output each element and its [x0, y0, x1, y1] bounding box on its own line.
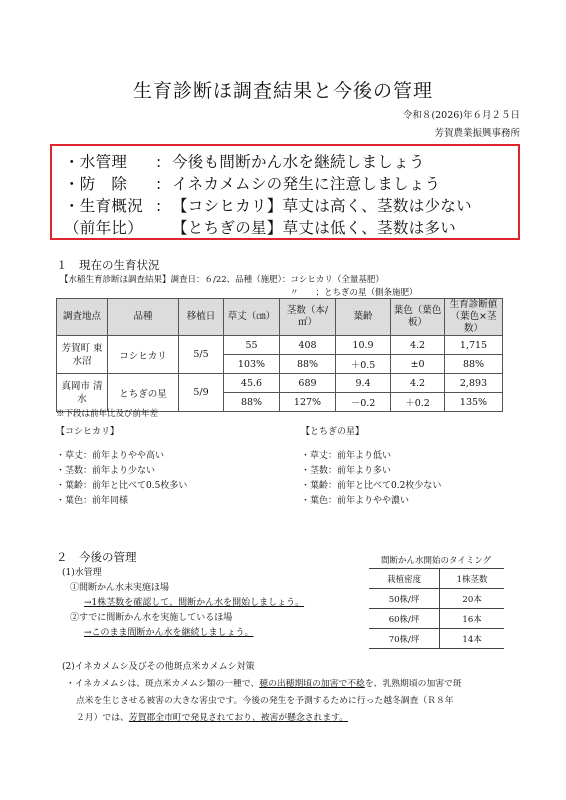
- list-item: ・茎数：前年より少ない: [56, 466, 156, 476]
- stinkbug-paragraph: [66, 676, 516, 727]
- row2-leaf-age-diff: －0.2: [336, 393, 391, 412]
- stinkbug-subheading: (2)イネカメムシ及びその他斑点米カメムシ対策: [62, 662, 255, 672]
- list-item: ①間断かん水未実施ほ場: [70, 583, 170, 593]
- summary-pest: ・防 除 : イネカメムシの発生に注意しましょう: [64, 175, 441, 193]
- row2-leaf-color-diff: ＋0.2: [391, 393, 445, 412]
- timing-density: 70株/坪: [369, 629, 440, 649]
- summary-box: [50, 144, 520, 240]
- row2-date: 5/9: [179, 374, 224, 412]
- growth-table: [56, 298, 503, 412]
- water-action-1: →1株茎数を確認して、間断かん水を開始しましょう。: [84, 598, 305, 608]
- survey-note-2: 〃 ；とちぎの星（側条施肥）: [290, 288, 418, 298]
- para-text: ２月）では、: [76, 713, 129, 723]
- row1-diagnosis-ratio: 88%: [445, 355, 503, 374]
- list-item: ・葉色：前年よりやや濃い: [301, 496, 410, 506]
- col-height: 草丈（㎝）: [224, 299, 280, 336]
- table-header-row: [369, 569, 504, 589]
- row1-height: 55: [224, 336, 280, 355]
- summary-water: ・水管理 : 今後も間断かん水を継続しましょう: [64, 153, 425, 171]
- table-row: [57, 336, 503, 355]
- page-title: 生育診断ほ調査結果と今後の管理: [132, 80, 433, 102]
- timing-table: [369, 568, 504, 649]
- table-row: [369, 609, 504, 629]
- row1-leaf-color: 4.2: [391, 336, 445, 355]
- koshihikari-title: 【コシヒカリ】: [56, 427, 120, 437]
- row1-leaf-age: 10.9: [336, 336, 391, 355]
- row1-date: 5/5: [179, 336, 224, 374]
- list-item: ・茎数：前年より多い: [301, 466, 392, 476]
- timing-col-stems: 1株茎数: [440, 569, 504, 589]
- table-row: [369, 589, 504, 609]
- row2-stems-ratio: 127%: [280, 393, 336, 412]
- col-diagnosis: 生育診断値（葉色×茎数）: [445, 299, 503, 336]
- table-footnote: ※下段は前年比及び前年差: [56, 409, 159, 419]
- para-text: を、乳熟期頃の加害で斑: [364, 679, 462, 689]
- timing-density: 60株/坪: [369, 609, 440, 629]
- timing-density: 50株/坪: [369, 589, 440, 609]
- col-leaf-color: 葉色（葉色板）: [391, 299, 445, 336]
- list-item: ・葉色：前年同様: [56, 496, 129, 506]
- row2-leaf-age: 9.4: [336, 374, 391, 393]
- water-management: [62, 566, 304, 641]
- col-date: 移植日: [179, 299, 224, 336]
- timing-table-title: 間断かん水開始のタイミング: [381, 556, 492, 566]
- timing-stems: 14本: [440, 629, 504, 649]
- list-item: ・草丈：前年よりやや高い: [56, 451, 165, 461]
- row1-stems-ratio: 88%: [280, 355, 336, 374]
- row2-height-ratio: 88%: [224, 393, 280, 412]
- water-subheading: (1)水管理: [62, 568, 102, 578]
- col-stems: 茎数（本/㎡）: [280, 299, 336, 336]
- para-text: ・イネカメムシは、斑点米カメムシ類の一種で、: [66, 679, 260, 689]
- row1-variety: コシヒカリ: [108, 336, 179, 374]
- row2-diagnosis-ratio: 135%: [445, 393, 503, 412]
- issue-date: 令和８(2026)年６月２５日: [402, 110, 520, 121]
- issuing-office: 芳賀農業振興事務所: [434, 128, 520, 139]
- row2-stems: 689: [280, 374, 336, 393]
- timing-stems: 20本: [440, 589, 504, 609]
- para-highlight: 芳賀郡全市町で発見されており、被害が懸念されます。: [128, 713, 349, 723]
- tochiginohoshi-title: 【とちぎの星】: [301, 427, 365, 437]
- row1-leaf-color-diff: ±0: [391, 355, 445, 374]
- para-text: 点米を生じさせる被害の大きな害虫です。今後の発生を予測するために行った越冬調査（Ｒ８年: [76, 696, 454, 706]
- survey-note: 【水稲生育診断ほ調査結果】調査日：６/22、品種（施肥）：コシヒカリ（全量基肥）: [60, 275, 384, 285]
- row2-site: 真岡市 清水: [57, 374, 108, 412]
- list-item: ・葉齢：前年と比べて0.2枚少ない: [301, 481, 442, 491]
- table-header-row: [57, 299, 503, 336]
- list-item: ・草丈：前年より低い: [301, 451, 392, 461]
- timing-stems: 16本: [440, 609, 504, 629]
- row2-variety: とちぎの星: [108, 374, 179, 412]
- col-site: 調査地点: [57, 299, 108, 336]
- table-row: [369, 629, 504, 649]
- summary-growth: ・生育概況 : 【コシヒカリ】草丈は高く、茎数は少ない: [64, 197, 472, 215]
- summary-growth-2: （前年比） 【とちぎの星】草丈は低く、茎数は多い: [64, 219, 457, 237]
- col-leaf-age: 葉齢: [336, 299, 391, 336]
- row1-leaf-age-diff: ＋0.5: [336, 355, 391, 374]
- col-variety: 品種: [108, 299, 179, 336]
- row2-diagnosis: 2,893: [445, 374, 503, 393]
- tochiginohoshi-summary: [301, 425, 441, 509]
- row1-diagnosis: 1,715: [445, 336, 503, 355]
- koshihikari-summary: [56, 425, 187, 509]
- para-highlight: 穂の出穂期頃の加害で不稔: [259, 679, 365, 689]
- row2-leaf-color: 4.2: [391, 374, 445, 393]
- list-item: ・葉齢：前年と比べて0.5枚多い: [56, 481, 188, 491]
- table-row: [57, 374, 503, 393]
- row1-stems: 408: [280, 336, 336, 355]
- timing-col-density: 栽植密度: [369, 569, 440, 589]
- section2-heading: ２ 今後の管理: [56, 550, 137, 564]
- row1-site: 芳賀町 東水沼: [57, 336, 108, 374]
- list-item: ②すでに間断かん水を実施しているほ場: [70, 613, 233, 623]
- water-action-2: →このまま間断かん水を継続しましょう。: [84, 628, 254, 638]
- row1-height-ratio: 103%: [224, 355, 280, 374]
- row2-height: 45.6: [224, 374, 280, 393]
- section1-heading: １ 現在の生育状況: [56, 258, 160, 272]
